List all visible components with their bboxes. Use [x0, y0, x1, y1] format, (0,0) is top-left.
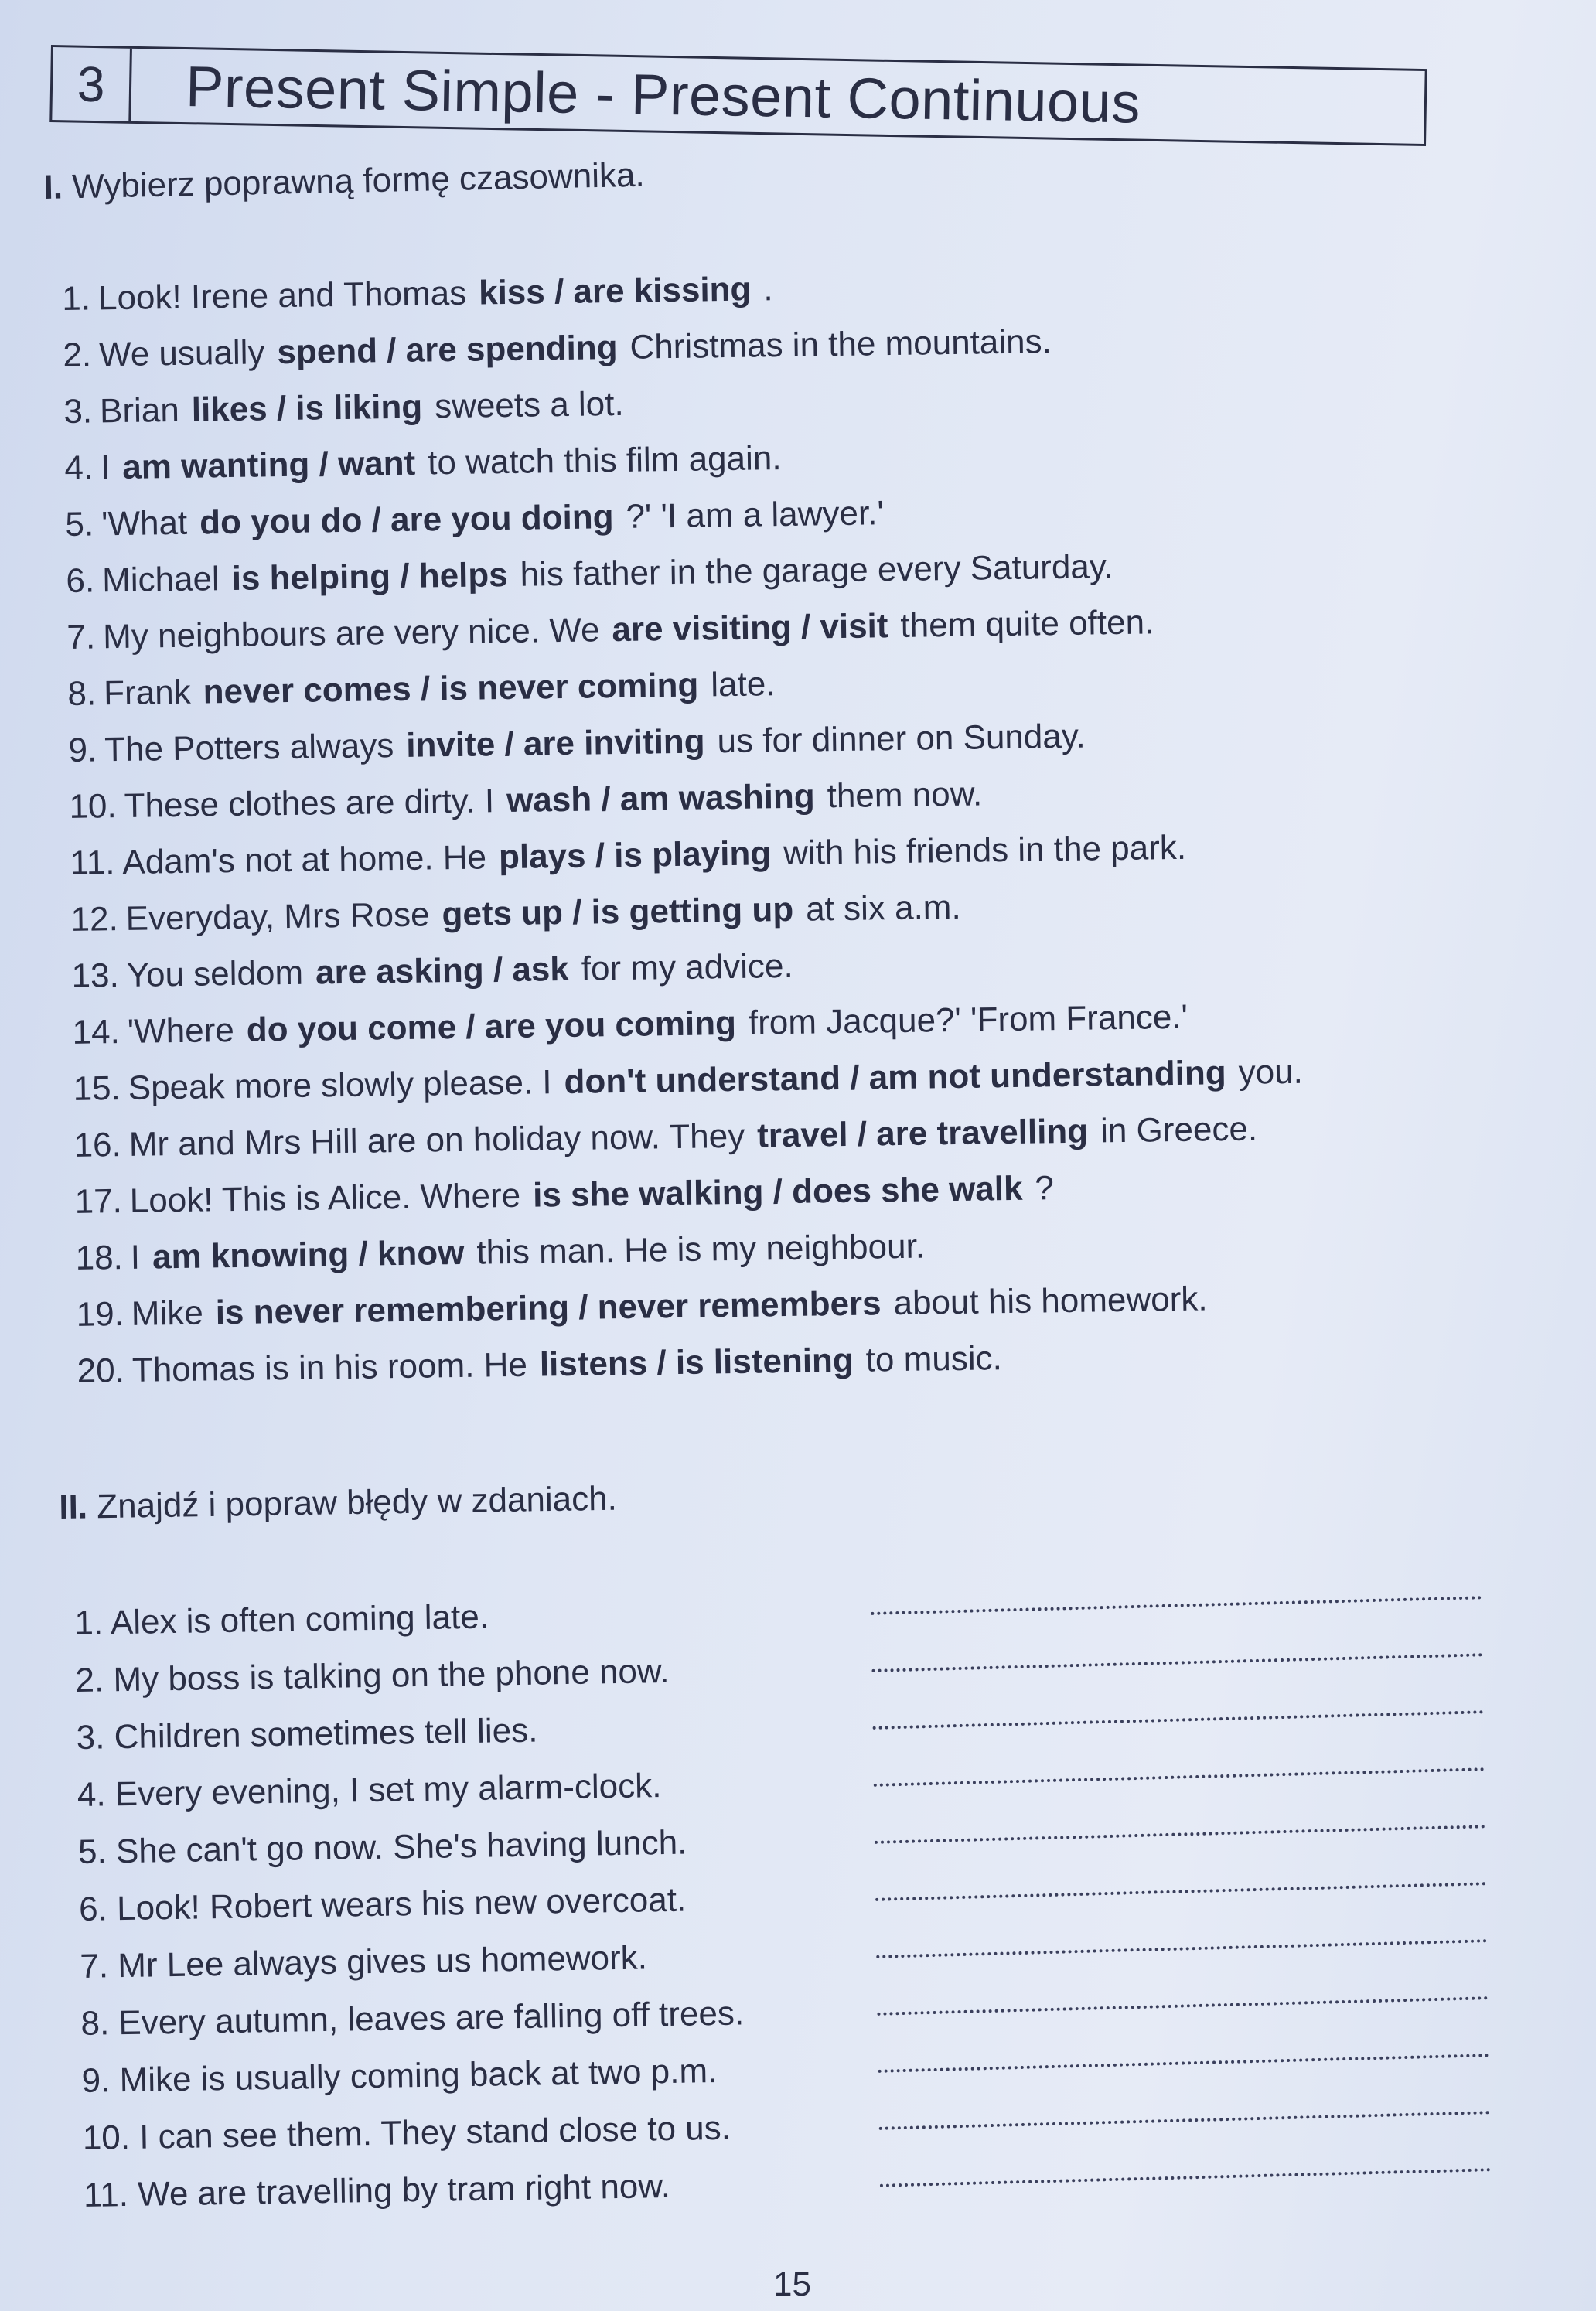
exercise-1-item-number: 19. — [76, 1295, 124, 1334]
exercise-1-item-options: are visiting / visit — [612, 607, 888, 649]
exercise-1-item-text-before: Thomas is in his room. He — [131, 1345, 528, 1389]
exercise-2-item-text: My boss is talking on the phone now. — [113, 1651, 670, 1699]
exercise-1-item-text-before: Mr and Mrs Hill are on holiday now. They — [128, 1116, 745, 1164]
exercise-2-item-number: 7. — [79, 1947, 109, 1985]
exercise-1-item-options: plays / is playing — [498, 834, 772, 877]
answer-blank-line[interactable] — [878, 2054, 1489, 2073]
exercise-1-roman: I. — [43, 168, 63, 206]
exercise-1-item-text-after: . — [763, 270, 773, 308]
answer-blank-line[interactable] — [880, 2168, 1491, 2187]
exercise-1-item-options: likes / is liking — [191, 387, 423, 429]
exercise-1-item-text-before: Everyday, Mrs Rose — [125, 895, 430, 938]
exercise-2-item-text: Every autumn, leaves are falling off trees. — [118, 1994, 745, 2043]
exercise-1-item-number: 7. — [66, 618, 96, 656]
exercise-1-item-text-before: I — [130, 1238, 141, 1277]
exercise-1-item-options: am wanting / want — [121, 444, 416, 486]
exercise-1-item-text-before: I — [100, 448, 111, 487]
exercise-1-item-text-after: at six a.m. — [805, 888, 961, 929]
exercise-2-item-text: She can't go now. She's having lunch. — [115, 1823, 687, 1871]
exercise-2-item-number: 2. — [75, 1661, 104, 1699]
answer-blank-line[interactable] — [871, 1653, 1482, 1672]
exercise-1-item-text-after: for my advice. — [581, 946, 793, 988]
exercise-2-item-sentence — [77, 1767, 661, 1815]
exercise-1-item-number: 8. — [67, 674, 97, 713]
answer-blank-line[interactable] — [875, 1882, 1486, 1901]
exercise-1-item-number: 16. — [73, 1126, 122, 1164]
exercise-1-item-text-before: 'What — [101, 503, 188, 544]
page-number: 15 — [773, 2265, 811, 2303]
exercise-1-item-text-before: Frank — [103, 673, 191, 713]
exercise-1-item-options: gets up / is getting up — [442, 890, 794, 934]
exercise-2-item-text: Mike is usually coming back at two p.m. — [119, 2052, 718, 2100]
exercise-2-item-number: 4. — [77, 1775, 106, 1814]
exercise-1-item-text-after: ?' 'I am a lawyer.' — [626, 494, 885, 536]
exercise-1-item-options: is she walking / does she walk — [532, 1169, 1023, 1215]
exercise-1-item-number: 9. — [68, 731, 97, 769]
exercise-1-item-text-after: them quite often. — [900, 603, 1154, 645]
exercise-1-item-options: do you come / are you coming — [246, 1004, 737, 1049]
exercise-1-item-number: 12. — [70, 900, 119, 939]
exercise-2-roman: II. — [59, 1488, 88, 1526]
exercise-1-instruction: Wybierz poprawną formę czasownika. — [71, 155, 646, 206]
exercise-1-item-number: 14. — [72, 1013, 121, 1052]
exercise-1-item-text-before: Adam's not at home. He — [122, 838, 487, 881]
exercise-1-item-options: travel / are travelling — [756, 1112, 1089, 1155]
exercise-1-item-options: is helping / helps — [231, 555, 509, 598]
exercise-1-item-text-after: Christmas in the mountains. — [629, 322, 1052, 366]
exercise-1-list — [62, 261, 1469, 1409]
exercise-1-item-text-after: us for dinner on Sunday. — [717, 717, 1086, 761]
exercise-1-item-number: 4. — [64, 448, 94, 487]
answer-blank-line[interactable] — [871, 1596, 1482, 1615]
exercise-1-item-number: 15. — [73, 1069, 121, 1108]
exercise-1-item-number: 20. — [77, 1351, 125, 1390]
exercise-1-item-text-before: Look! Irene and Thomas — [97, 274, 467, 318]
chapter-title-box — [49, 45, 1427, 146]
exercise-1-item-text-before: You seldom — [126, 953, 304, 994]
exercise-2-instruction: Znajdź i popraw błędy w zdaniach. — [96, 1479, 618, 1526]
exercise-2-item-number: 1. — [74, 1604, 104, 1642]
exercise-1-item-options: is never remembering / never remembers — [215, 1284, 882, 1332]
exercise-1-item-text-before: Brian — [99, 390, 180, 431]
exercise-1-item-options: wash / am washing — [506, 777, 815, 820]
exercise-1-item-number: 13. — [71, 956, 120, 995]
exercise-1-item-text-after: you. — [1238, 1052, 1304, 1092]
exercise-2-item-text: Children sometimes tell lies. — [114, 1711, 538, 1757]
exercise-1-item-text-before: Speak more slowly please. I — [128, 1063, 552, 1107]
exercise-1-item-text-before: 'Where — [127, 1011, 235, 1051]
exercise-2-item-sentence — [76, 1712, 537, 1757]
exercise-1-item-text-before: Mike — [131, 1294, 204, 1333]
exercise-2-item-text: Look! Robert wears his new overcoat. — [116, 1880, 687, 1928]
exercise-1-item-text-after: them now. — [827, 775, 983, 816]
exercise-2-list — [74, 1582, 1523, 2234]
exercise-1-item-options: do you do / are you doing — [199, 498, 614, 542]
exercise-2-item-text: I can see them. They stand close to us. — [138, 2108, 732, 2156]
answer-blank-line[interactable] — [874, 1767, 1485, 1787]
answer-blank-line[interactable] — [877, 1996, 1488, 2016]
exercise-2-item-sentence — [80, 1938, 647, 1986]
exercise-2-item-number: 5. — [77, 1832, 107, 1871]
exercise-2-item-number: 8. — [80, 2004, 110, 2043]
exercise-1-item-number: 10. — [69, 787, 118, 826]
exercise-1-item-text-after: ? — [1035, 1169, 1055, 1208]
exercise-2-heading — [59, 1480, 617, 1527]
exercise-1-item-text-after: late. — [710, 665, 776, 704]
exercise-1-item-text-before: Look! This is Alice. Where — [129, 1176, 521, 1220]
answer-blank-line[interactable] — [873, 1710, 1484, 1730]
exercise-1-item-text-after: to watch this film again. — [427, 439, 782, 482]
exercise-1-item-text-after: his father in the garage every Saturday. — [520, 547, 1114, 594]
exercise-1-item-number: 6. — [66, 561, 95, 600]
exercise-2-item-sentence — [74, 1598, 489, 1643]
chapter-title: Present Simple - Present Continuous — [185, 53, 1141, 135]
exercise-1-item-number: 1. — [62, 279, 91, 318]
exercise-2-item-text: Every evening, I set my alarm-clock. — [114, 1767, 662, 1814]
exercise-2-item-number: 10. — [82, 2118, 131, 2157]
exercise-1-item-number: 2. — [63, 336, 92, 374]
exercise-1-item-options: invite / are inviting — [405, 722, 705, 765]
exercise-1-item-number: 11. — [70, 844, 115, 882]
exercise-1-item-number: 3. — [63, 392, 93, 431]
exercise-1-item-text-after: this man. He is my neighbour. — [476, 1227, 926, 1272]
exercise-1-item-number: 5. — [65, 505, 94, 544]
exercise-1-item-text-before: These clothes are dirty. I — [124, 782, 495, 825]
exercise-2-item-sentence — [84, 2167, 671, 2215]
exercise-2-item-number: 6. — [78, 1890, 108, 1928]
exercise-2-item-text: Mr Lee always gives us homework. — [117, 1938, 648, 1985]
exercise-1-item-options: never comes / is never coming — [203, 666, 699, 711]
exercise-1-item-options: don't understand / am not understanding — [564, 1054, 1227, 1102]
exercise-2-item-number: 9. — [81, 2061, 111, 2100]
exercise-1-item-text-after: sweets a lot. — [434, 384, 624, 426]
exercise-2-item-number: 11. — [83, 2175, 129, 2214]
exercise-1-item-text-before: The Potters always — [104, 727, 394, 769]
exercise-1-item-number: 18. — [75, 1239, 124, 1277]
exercise-1-item-number: 17. — [74, 1182, 123, 1221]
answer-blank-line[interactable] — [879, 2111, 1490, 2130]
exercise-1-item-text-after: to music. — [865, 1339, 1003, 1379]
exercise-1-item-text-after: about his homework. — [893, 1280, 1208, 1323]
exercise-1-item-options: are asking / ask — [315, 949, 570, 992]
answer-blank-line[interactable] — [876, 1939, 1487, 1958]
exercise-2-item-text: Alex is often coming late. — [110, 1597, 489, 1642]
exercise-1-item-options: listens / is listening — [539, 1341, 854, 1384]
exercise-1-item-text-after: in Greece. — [1100, 1109, 1258, 1150]
exercise-1-heading — [43, 156, 645, 207]
exercise-2-item-text: We are travelling by tram right now. — [137, 2166, 671, 2214]
exercise-1-item-options: kiss / are kissing — [478, 270, 752, 312]
answer-blank-line[interactable] — [875, 1825, 1485, 1844]
exercise-2-item-number: 3. — [76, 1718, 105, 1757]
exercise-1-item-text-after: with his friends in the park. — [783, 828, 1187, 873]
exercise-1-item-text-after: from Jacque?' 'From France.' — [748, 997, 1188, 1042]
exercise-1-item-text-before: Michael — [101, 560, 220, 600]
chapter-number: 3 — [52, 47, 132, 121]
exercise-1-item-options: spend / are spending — [277, 328, 618, 372]
exercise-1-item-text-before: My neighbours are very nice. We — [102, 611, 600, 656]
exercise-1-item-text-before: We usually — [98, 333, 265, 374]
exercise-1-item-options: am knowing / know — [152, 1233, 465, 1277]
exercise-2-item-sentence — [75, 1652, 670, 1700]
